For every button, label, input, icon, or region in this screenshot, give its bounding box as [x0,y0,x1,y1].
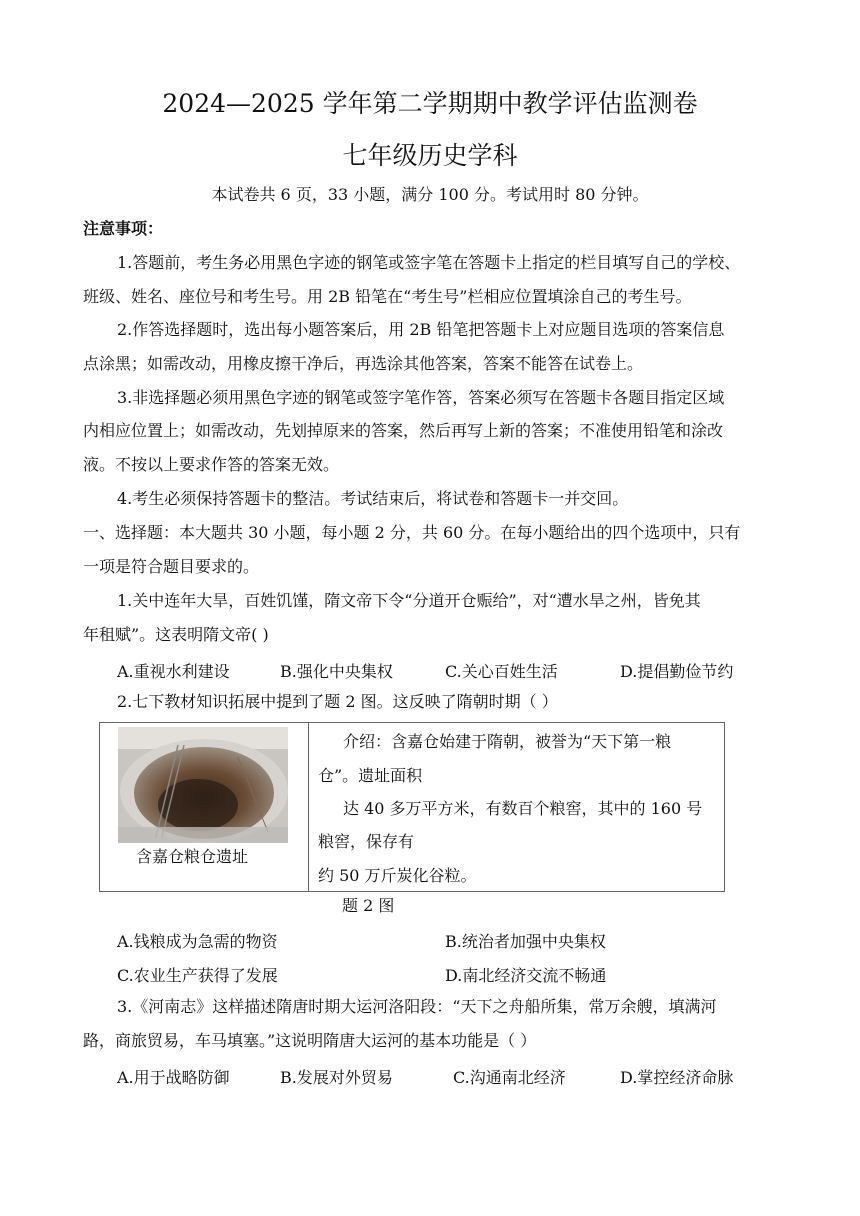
question-1-option-c[interactable]: C.关心百姓生活 [445,662,558,681]
granary-intro-line-3: 达 40 多万平方米，有数百个粮窖，其中的 160 号 [343,799,703,818]
section-1-line-1: 一、选择题：本大题共 30 小题，每小题 2 分，共 60 分。在每小题给出的四个选项中，只有 [83,523,741,542]
question-3-option-c[interactable]: C.沟通南北经济 [453,1068,566,1087]
question-3-option-a[interactable]: A.用于战略防御 [117,1068,230,1087]
question-2-figure-label: 题 2 图 [342,896,395,915]
note-1-line-2: 班级、姓名、座位号和考生号。用 2B 铅笔在“考生号”栏相应位置填涂自己的考生号。 [83,287,692,306]
note-1-line-1: 1.答题前，考生务必用黑色字迹的钢笔或签字笔在答题卡上指定的栏目填写自己的学校、 [117,253,741,272]
question-1-option-b[interactable]: B.强化中央集权 [280,662,393,681]
note-3-line-3: 液。不按以上要求作答的答案无效。 [83,455,340,474]
question-1-option-a[interactable]: A.重视水利建设 [117,662,230,681]
question-2-option-c[interactable]: C.农业生产获得了发展 [117,966,278,985]
question-1-option-d[interactable]: D.提倡勤俭节约 [620,662,734,681]
question-1-stem-line-1: 1.关中连年大旱，百姓饥馑，隋文帝下令“分道开仓赈给”，对“遭水旱之州，皆免其 [117,591,701,610]
section-1-line-2: 一项是符合题目要求的。 [83,557,260,576]
note-2-line-2: 点涂黑；如需改动，用橡皮擦干净后，再选涂其他答案，答案不能答在试卷上。 [83,354,644,373]
question-2-option-b[interactable]: B.统治者加强中央集权 [445,932,606,951]
figure-table-divider [308,723,309,891]
granary-intro-line-2: 仓”。遗址面积 [318,766,423,785]
question-2-option-a[interactable]: A.钱粮成为急需的物资 [117,932,278,951]
granary-intro-line-1: 介绍：含嘉仓始建于隋朝，被誉为“天下第一粮 [343,732,672,751]
exam-title: 2024—2025 学年第二学期期中教学评估监测卷 [162,89,698,118]
note-3-line-2: 内相应位置上；如需改动，先划掉原来的答案，然后再写上新的答案；不准使用铅笔和涂改 [83,421,724,440]
note-2-line-1: 2.作答选择题时，选出每小题答案后，用 2B 铅笔把答题卡上对应题目选项的答案信息 [117,320,725,339]
note-4-line-1: 4.考生必须保持答题卡的整洁。考试结束后，将试卷和答题卡一并交回。 [117,489,629,508]
granary-intro-line-4: 粮窖，保存有 [318,832,415,851]
question-2-stem: 2.七下教材知识拓展中提到了题 2 图。这反映了隋朝时期（ ） [117,692,558,711]
question-3-stem-line-2: 路，商旅贸易，车马填塞。”这说明隋唐大运河的基本功能是（ ） [83,1031,537,1050]
question-2-figure-table [99,722,725,892]
exam-meta: 本试卷共 6 页，33 小题，满分 100 分。考试用时 80 分钟。 [211,185,649,204]
granary-intro-line-5: 约 50 万斤炭化谷粒。 [318,866,477,885]
question-2-option-d[interactable]: D.南北经济交流不畅通 [445,966,607,985]
question-3-option-d[interactable]: D.掌控经济命脉 [620,1068,734,1087]
question-3-option-b[interactable]: B.发展对外贸易 [280,1068,393,1087]
notes-heading: 注意事项： [83,219,164,238]
note-3-line-1: 3.非选择题必须用黑色字迹的钢笔或签字笔作答，答案必须写在答题卡各题目指定区域 [117,388,725,407]
granary-photo-caption: 含嘉仓粮仓遗址 [136,847,249,866]
exam-subject: 七年级历史学科 [342,141,518,170]
question-1-stem-line-2: 年租赋”。这表明隋文帝( ) [83,625,269,644]
question-3-stem-line-1: 3.《河南志》这样描述隋唐时期大运河洛阳段：“天下之舟船所集，常万余艘，填满河 [117,997,717,1016]
granary-site-photo [118,727,288,843]
